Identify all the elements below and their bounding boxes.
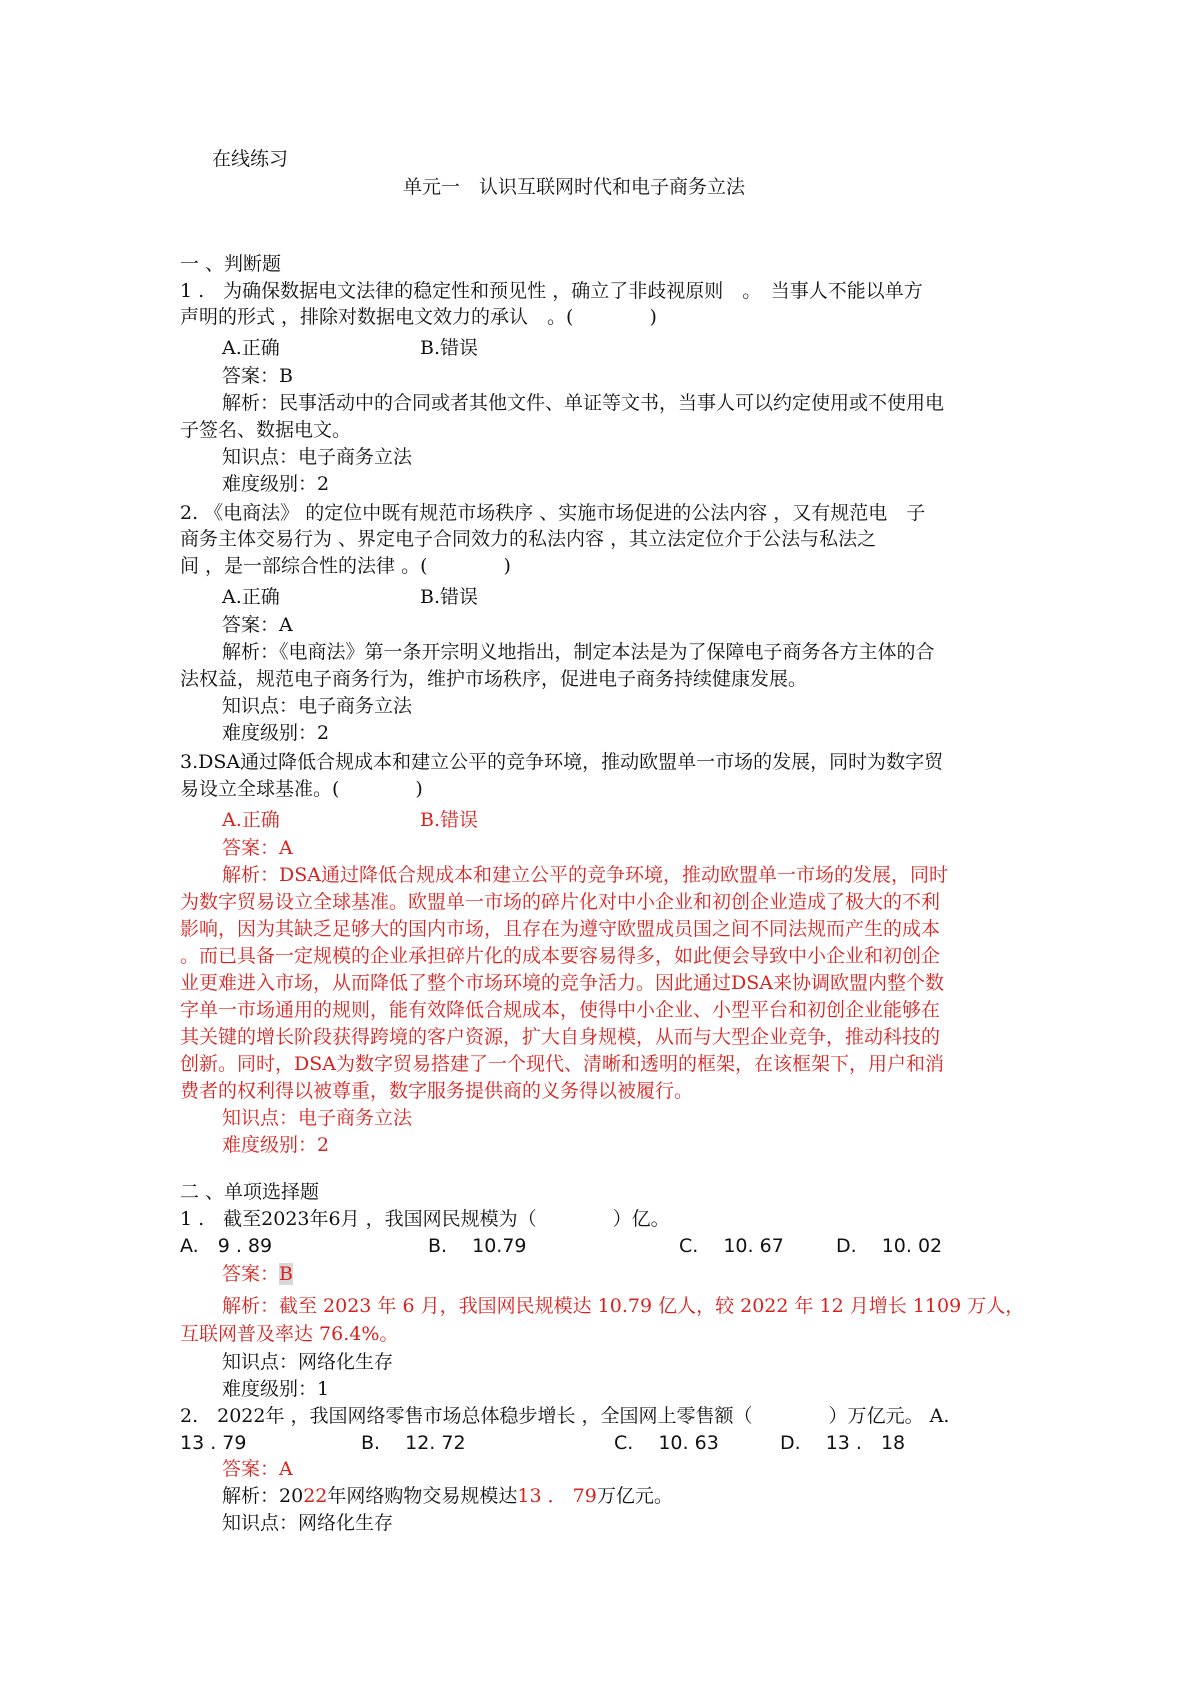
answer-value: A	[279, 1458, 293, 1480]
mc-question-1-option-a: A. 9 . 89	[180, 1235, 273, 1257]
question-3-analysis-line: 字单一市场通用的规则，能有效降低合规成本，使得中小企业、小型平台和初创企业能够在	[180, 999, 941, 1021]
question-3-analysis-line: 业更难进入市场，从而降低了整个市场环境的竞争活力。因此通过DSA来协调欧盟内整个数	[180, 972, 944, 994]
mc-question-2-option-c: C. 10. 63	[614, 1432, 719, 1454]
question-1-difficulty: 难度级别：2	[222, 473, 330, 495]
section-heading-true-false: 一 、判断题	[180, 253, 282, 275]
mc-question-1-difficulty: 难度级别：1	[222, 1378, 330, 1400]
question-3-analysis-line: 为数字贸易设立全球基准。欧盟单一市场的碎片化对中小企业和初创企业造成了极大的不利	[180, 891, 941, 913]
analysis-value: 13 ． 79	[517, 1485, 597, 1507]
section-heading-single-choice: 二 、单项选择题	[180, 1181, 320, 1203]
answer-value: B	[279, 1263, 293, 1285]
question-1-option-b: B.错误	[420, 337, 479, 359]
mc-question-2-option-a-value: 13 . 79	[180, 1432, 247, 1454]
question-3-answer: 答案：A	[222, 837, 293, 859]
mc-question-2-option-d: D. 13 . 18	[780, 1432, 906, 1454]
analysis-year-suffix: 22	[303, 1485, 328, 1507]
question-3-analysis-line: 解析：DSA通过降低合规成本和建立公平的竞争环境，推动欧盟单一市场的发展，同时	[222, 864, 948, 886]
question-3-knowledge: 知识点：电子商务立法	[222, 1107, 413, 1129]
mc-question-2-stem: 2. 2022年 ，我国网络零售市场总体稳步增长 ，全国网上零售额（ ）万亿元。 A.	[180, 1405, 950, 1427]
question-1-line1: 1 . 为确保数据电文法律的稳定性和预见性 ，确立了非歧视原则 。 当事人不能以单方	[180, 280, 923, 302]
question-2-difficulty: 难度级别：2	[222, 722, 330, 744]
question-1-option-a: A.正确	[222, 337, 280, 359]
mc-question-2-analysis	[222, 1483, 673, 1509]
question-3-analysis-line: 费者的权利得以被尊重，数字服务提供商的义务得以被履行。	[180, 1080, 694, 1102]
question-2-line2: 商务主体交易行为 、界定电子合同效力的私法内容 ，其立法定位介于公法与私法之	[180, 528, 877, 550]
question-2-line1: 2. 《电商法》 的定位中既有规范市场秩序 、实施市场促进的公法内容 ，又有规范电 子	[180, 502, 926, 524]
question-2-analysis-line1: 解析：《电商法》第一条开宗明义地指出，制定本法是为了保障电子商务各方主体的合	[222, 641, 935, 663]
mc-question-1-analysis-line1: 解析：截至 2023 年 6 月，我国网民规模达 10.79 亿人，较 2022 年 12 月增长 1109 万人，	[222, 1295, 1025, 1317]
question-3-option-a: A.正确	[222, 809, 280, 831]
question-3-analysis-line: 创新。同时，DSA为数字贸易搭建了一个现代、清晰和透明的框架，在该框架下，用户和消	[180, 1053, 944, 1075]
mc-question-2-knowledge: 知识点：网络化生存	[222, 1512, 394, 1534]
mc-question-1-stem: 1 . 截至2023年6月 ，我国网民规模为（ ）亿。	[180, 1208, 670, 1230]
analysis-prefix: 解析：20	[222, 1485, 304, 1507]
question-3-difficulty: 难度级别：2	[222, 1134, 330, 1156]
question-2-answer: 答案：A	[222, 614, 293, 636]
question-2-option-b: B.错误	[420, 586, 479, 608]
question-2-knowledge: 知识点：电子商务立法	[222, 695, 413, 717]
mc-question-1-analysis-line2: 互联网普及率达 76.4%。	[180, 1323, 399, 1345]
question-2-line3: 间 ，是一部综合性的法律 。( )	[180, 555, 511, 577]
mc-question-2-answer	[222, 1456, 293, 1482]
question-1-answer: 答案：B	[222, 365, 293, 387]
question-3-option-b: B.错误	[420, 809, 479, 831]
answer-label: 答案：	[222, 1263, 280, 1285]
question-3-analysis-line: 影响，因为其缺乏足够大的国内市场，且存在为遵守欧盟成员国之间不同法规而产生的成本	[180, 918, 941, 940]
question-1-knowledge: 知识点：电子商务立法	[222, 446, 413, 468]
mc-question-1-knowledge: 知识点：网络化生存	[222, 1351, 394, 1373]
question-2-option-a: A.正确	[222, 586, 280, 608]
mc-question-1-option-b: B. 10.79	[428, 1235, 527, 1257]
unit-title: 单元一 认识互联网时代和电子商务立法	[403, 176, 746, 198]
analysis-middle: 年网络购物交易规模达	[327, 1485, 518, 1507]
question-1-analysis-line1: 解析：民事活动中的合同或者其他文件、单证等文书，当事人可以约定使用或不使用电	[222, 392, 945, 414]
question-3-analysis-line: 其关键的增长阶段获得跨境的客户资源，扩大自身规模，从而与大型企业竞争，推动科技的	[180, 1026, 941, 1048]
question-3-line1: 3.DSA通过降低合规成本和建立公平的竞争环境，推动欧盟单一市场的发展，同时为数字贸	[180, 751, 944, 773]
question-3-line2: 易设立全球基准。( )	[180, 778, 423, 800]
answer-label: 答案：	[222, 1458, 280, 1480]
mc-question-1-option-d: D. 10. 02	[836, 1235, 943, 1257]
question-1-analysis-line2: 子签名、数据电文。	[180, 419, 352, 441]
mc-question-1-answer	[222, 1261, 293, 1287]
mc-question-1-option-c: C. 10. 67	[679, 1235, 784, 1257]
question-1-line2: 声明的形式 ，排除对数据电文效力的承认 。( )	[180, 306, 657, 328]
question-2-analysis-line2: 法权益，规范电子商务行为，维护市场秩序，促进电子商务持续健康发展。	[180, 668, 808, 690]
question-3-analysis-line: 。而已具备一定规模的企业承担碎片化的成本要容易得多，如此便会导致中小企业和初创企	[180, 945, 941, 967]
doc-label: 在线练习	[212, 148, 289, 170]
analysis-suffix: 万亿元。	[596, 1485, 673, 1507]
mc-question-2-option-b: B. 12. 72	[361, 1432, 466, 1454]
